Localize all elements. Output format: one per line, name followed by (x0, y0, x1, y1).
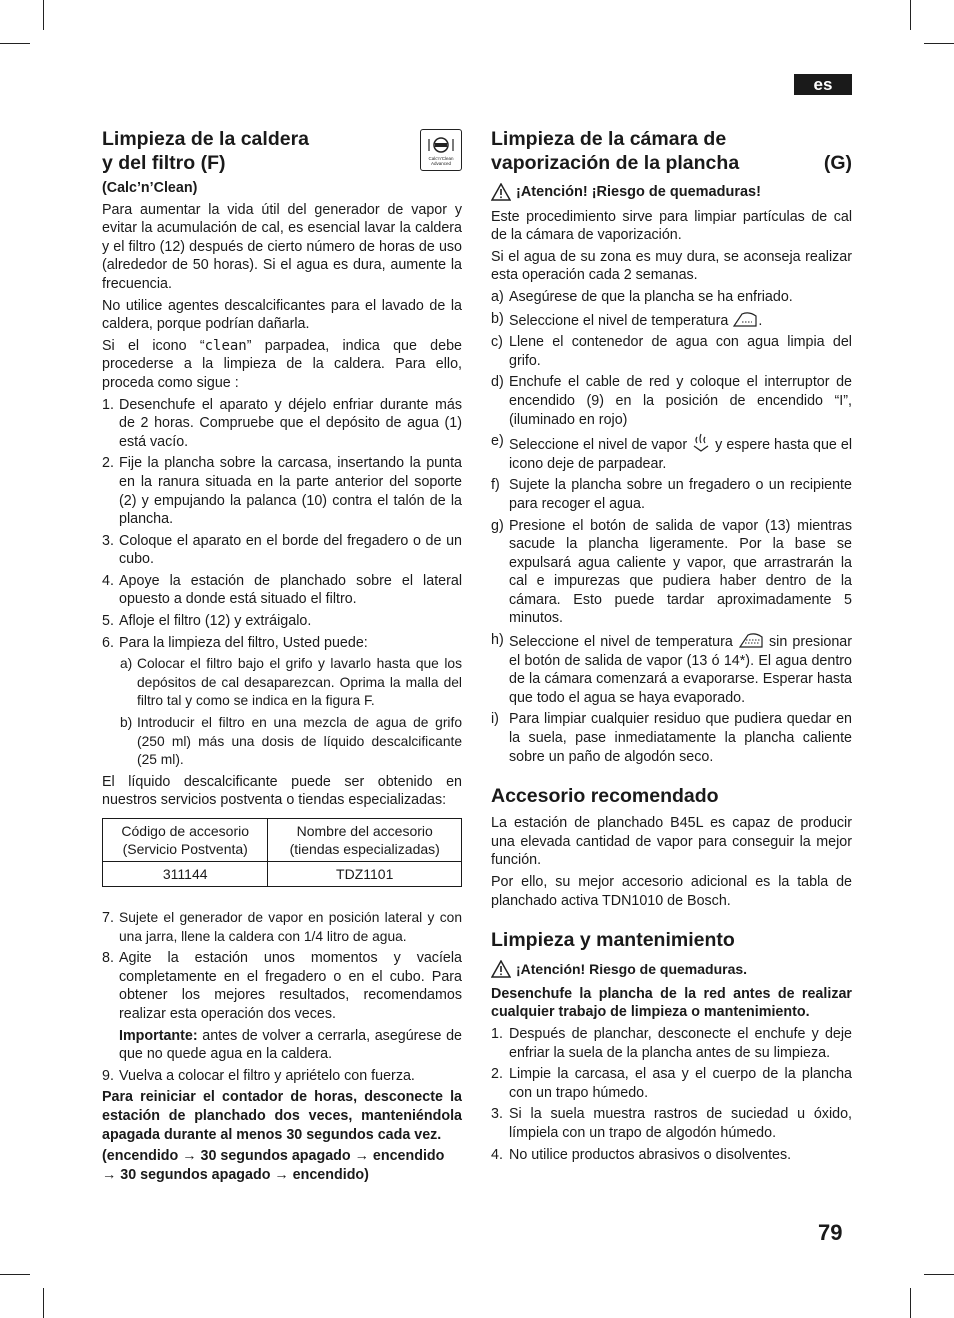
item-text: Presione el botón de salida de vapor (13) mientras sacude la plancha ligeramente. Por la base se expulsará agua caliente y vapor, que arrastrarán la cal e impurezas que pudiera haber dentro de la cámara. Esto puede tardar aproximadamente 5 minutos. (509, 517, 852, 627)
left-column (102, 127, 462, 1187)
text: Seleccione el nivel de vapor (509, 437, 688, 454)
list-item (102, 612, 462, 631)
list-item (102, 909, 462, 946)
crop-mark (43, 0, 44, 30)
item-number: 6. (102, 634, 114, 651)
item-letter: f) (491, 477, 500, 494)
steps-list-2 (102, 909, 462, 1085)
section-title-chamber (491, 127, 852, 175)
table-cell: 311144 (103, 862, 268, 887)
item-number: 2. (491, 1066, 503, 1083)
svg-text:Calc'n'Clean: Calc'n'Clean (428, 156, 454, 161)
item-text: Vuelva a colocar el filtro y apriételo con fuerza. (119, 1067, 415, 1084)
item-text: Sujete el generador de vapor en posición lateral y con una jarra, llene la caldera con 1/4 litro de agua. (119, 910, 462, 944)
reset-sequence: (encendido → 30 segundos apagado → encendido → 30 segundos apagado → encendido) (102, 1148, 445, 1183)
item-letter: i) (491, 711, 499, 728)
item-text: Para limpiar cualquier residuo que pudiera quedar en la suela, pase inmediatamente la plancha caliente sobre un paño de algodón seco. (509, 711, 852, 765)
calc-n-clean-symbol-icon (421, 130, 461, 170)
item-text (509, 631, 852, 707)
warning-line (491, 183, 852, 202)
list-item (491, 310, 852, 331)
cell-text: (Servicio Postventa) (122, 841, 248, 857)
list-item (491, 1065, 852, 1102)
item-text: Coloque el aparato en el borde del fregadero o de un cubo. (119, 532, 462, 568)
text: sin presionar el botón de salida de vapor (13 ó 14*). El agua dentro de la cámara comenzará a evaporarse. Esperar hasta que todo el agua se haya evaporado. (509, 634, 852, 706)
item-number: 9. (102, 1067, 114, 1084)
paragraph: No utilice agentes descalcificantes para el lavado de la caldera, porque podrían dañarla. (102, 297, 462, 333)
list-item (491, 476, 852, 513)
table-header-row (103, 819, 462, 862)
list-item (102, 949, 462, 1023)
left-title-row (102, 127, 462, 175)
maintenance-warning: Desenchufe la plancha de la red antes de realizar cualquier trabajo de limpieza o mantenimiento. (491, 985, 852, 1021)
important-note (119, 1027, 462, 1064)
item-letter: a) (120, 656, 133, 672)
list-item (491, 631, 852, 707)
important-label: Importante: (119, 1027, 198, 1044)
steam-icon (691, 432, 711, 452)
figure-ref: (G) (823, 152, 852, 174)
item-letter: b) (120, 715, 133, 731)
section-title-boiler (102, 127, 309, 175)
item-text: Agite la estación unos momentos y vacíela completamente en el fregadero o en el cubo. Para obtener los mejores resultados, recomendamos realizar esta operación dos veces. (119, 950, 462, 1022)
item-text: Afloje el filtro (12) y extráigalo. (119, 613, 312, 630)
item-text: Después de planchar, desconecte el enchufe y deje enfriar la suela de la plancha antes de su limpieza. (509, 1025, 852, 1061)
item-number: 5. (102, 613, 114, 630)
subtitle: (Calc’n’Clean) (102, 180, 198, 196)
list-item (491, 1146, 852, 1165)
list-item (491, 517, 852, 629)
item-number: 7. (102, 910, 114, 926)
crop-mark (0, 43, 30, 44)
crop-mark (43, 1288, 44, 1318)
cell-text: (tiendas especializadas) (289, 841, 440, 857)
warning-triangle-icon (491, 960, 511, 978)
warning-triangle-icon (491, 183, 511, 201)
crop-mark (924, 1274, 954, 1275)
paragraph (102, 337, 462, 393)
item-text: Llene el contenedor de agua con agua limpia del grifo. (509, 334, 852, 369)
list-item (102, 572, 462, 609)
table-header-cell (268, 819, 462, 862)
reset-instruction: Para reiniciar el contador de horas, desconecte la estación de planchado dos veces, manteniéndola apagada durante al menos 30 segundos cada vez. (102, 1089, 462, 1143)
text: y espere hasta que el icono deje de parpadear. (509, 437, 852, 472)
paragraph: Si el agua de su zona es muy dura, se aconseja realizar esta operación cada 2 semanas. (491, 248, 852, 284)
list-item (102, 454, 462, 528)
item-text: Colocar el filtro bajo el grifo y lavarlo hasta que los depósitos de cal desaparezcan. Oprima la malla del filtro tal y como se indica en la figura F. (137, 656, 462, 709)
item-text (509, 310, 852, 331)
list-item (491, 288, 852, 307)
item-number: 3. (491, 1106, 503, 1123)
item-text: Asegúrese de que la plancha se ha enfriado. (509, 288, 793, 305)
table-cell: TDZ1101 (268, 862, 462, 887)
list-item (102, 1067, 462, 1086)
section-title-accessory: Accesorio recomendado (491, 785, 719, 808)
clean-display-text: clean (204, 337, 247, 354)
title-line: Limpieza de la cámara de (491, 128, 727, 150)
important-text: antes de volver a cerrarla, asegúrese de que no quede agua en la caldera. (119, 1027, 462, 1063)
item-number: 3. (102, 532, 114, 549)
item-text: No utilice productos abrasivos o disolventes. (509, 1146, 792, 1163)
item-letter: c) (491, 334, 503, 351)
paragraph: Para aumentar la vida útil del generador de vapor y evitar la acumulación de cal, es esencial lavar la caldera y el filtro (12) después de cierto número de horas de uso (alrededor de 50 horas). Si el agua es dura, aumente la frecuencia. (102, 201, 462, 292)
svg-text:Advanced: Advanced (430, 161, 452, 166)
item-text: Sujete la plancha sobre un fregadero o un recipiente para recoger el agua. (509, 477, 852, 512)
item-number: 8. (102, 950, 114, 967)
title-line-row (491, 151, 852, 175)
item-text: Fije la plancha sobre la carcasa, insertando la punta en la ranura situada en la parte anterior del soporte (2) y empujando la palanca (10) contra el talón de la plancha. (119, 455, 462, 528)
list-item (102, 634, 462, 653)
maintenance-list (491, 1025, 852, 1164)
list-item (491, 373, 852, 429)
title-line: vaporización de la plancha (491, 152, 740, 174)
text: . (758, 312, 763, 329)
accessory-table (102, 818, 462, 887)
iron-max-icon (738, 631, 764, 649)
cell-text: Código de accesorio (121, 823, 250, 839)
paragraph: La estación de planchado B45L es capaz de producir una elevada cantidad de vapor para conseguir la mejor función. (491, 815, 852, 869)
crop-mark (910, 1288, 911, 1318)
steps-list (102, 396, 462, 770)
item-text: Si la suela muestra rastros de suciedad u óxido, límpiela con un trapo de algodón húmedo. (509, 1106, 852, 1141)
text: ” parpadea, indica que debe procederse a la limpieza de la caldera. Para ello, proceda como sigue : (102, 337, 462, 391)
item-letter: h) (491, 632, 504, 649)
item-text (509, 432, 852, 473)
warning-line (491, 960, 852, 979)
item-letter: d) (491, 374, 504, 391)
item-number: 4. (102, 572, 114, 589)
list-item (491, 1025, 852, 1062)
item-letter: g) (491, 517, 504, 534)
sub-list-item (120, 714, 462, 770)
language-badge: es (794, 74, 852, 95)
title-line: y del filtro (F) (102, 152, 226, 174)
title-line: Limpieza de la caldera (102, 128, 310, 150)
warning-text: ¡Atención! ¡Riesgo de quemaduras! (516, 184, 761, 200)
item-letter: a) (491, 288, 504, 305)
item-number: 1. (491, 1025, 503, 1042)
iron-temp-icon (732, 310, 758, 328)
paragraph: Por ello, su mejor accesorio adicional es la tabla de planchado activa TDN1010 de Bosch. (491, 874, 852, 909)
paragraph: El líquido descalcificante puede ser obtenido en nuestros servicios postventa o tiendas especializadas: (102, 773, 462, 809)
text: Seleccione el nivel de temperatura (509, 634, 733, 651)
list-item (102, 532, 462, 569)
item-number: 4. (491, 1146, 503, 1163)
right-column (491, 127, 852, 1167)
item-text: Apoye la estación de planchado sobre el lateral opuesto a donde está situado el filtro. (119, 572, 462, 608)
list-item (491, 710, 852, 766)
list-item (491, 333, 852, 370)
crop-mark (0, 1274, 30, 1275)
steps-list (491, 288, 852, 766)
item-text: Introducir el filtro en una mezcla de agua de grifo (250 ml) más una dosis de líquido descalcificante (25 ml). (137, 715, 462, 768)
section-title-maintenance: Limpieza y mantenimiento (491, 929, 735, 952)
text: Seleccione el nivel de temperatura (509, 312, 729, 329)
item-number: 1. (102, 396, 114, 413)
crop-mark (924, 43, 954, 44)
item-letter: b) (491, 310, 504, 327)
item-letter: e) (491, 433, 504, 450)
page-number: 79 (818, 1220, 843, 1245)
list-item (102, 396, 462, 452)
table-row (103, 862, 462, 887)
item-number: 2. (102, 455, 114, 472)
list-item (491, 1105, 852, 1142)
table-header-cell (103, 819, 268, 862)
calc-n-clean-icon (420, 129, 462, 171)
crop-mark (910, 0, 911, 30)
warning-text: ¡Atención! Riesgo de quemaduras. (516, 961, 748, 978)
paragraph: Este procedimiento sirve para limpiar partículas de cal de la cámara de vaporización. (491, 208, 852, 244)
item-text: Limpie la carcasa, el asa y el cuerpo de la plancha con un trapo húmedo. (509, 1066, 852, 1101)
list-item (491, 432, 852, 473)
item-text: Desenchufe el aparato y déjelo enfriar durante más de 2 horas. Compruebe que el depósito de agua (1) está vacío. (119, 396, 462, 450)
sub-list-item (120, 655, 462, 711)
text: Si el icono “ (102, 337, 205, 354)
item-text: Para la limpieza del filtro, Usted puede: (119, 634, 368, 651)
item-text: Enchufe el cable de red y coloque el interruptor de encendido (9) en la posición de encendido “I”, (iluminado en rojo) (509, 374, 852, 428)
cell-text: Nombre del accesorio (296, 823, 433, 839)
